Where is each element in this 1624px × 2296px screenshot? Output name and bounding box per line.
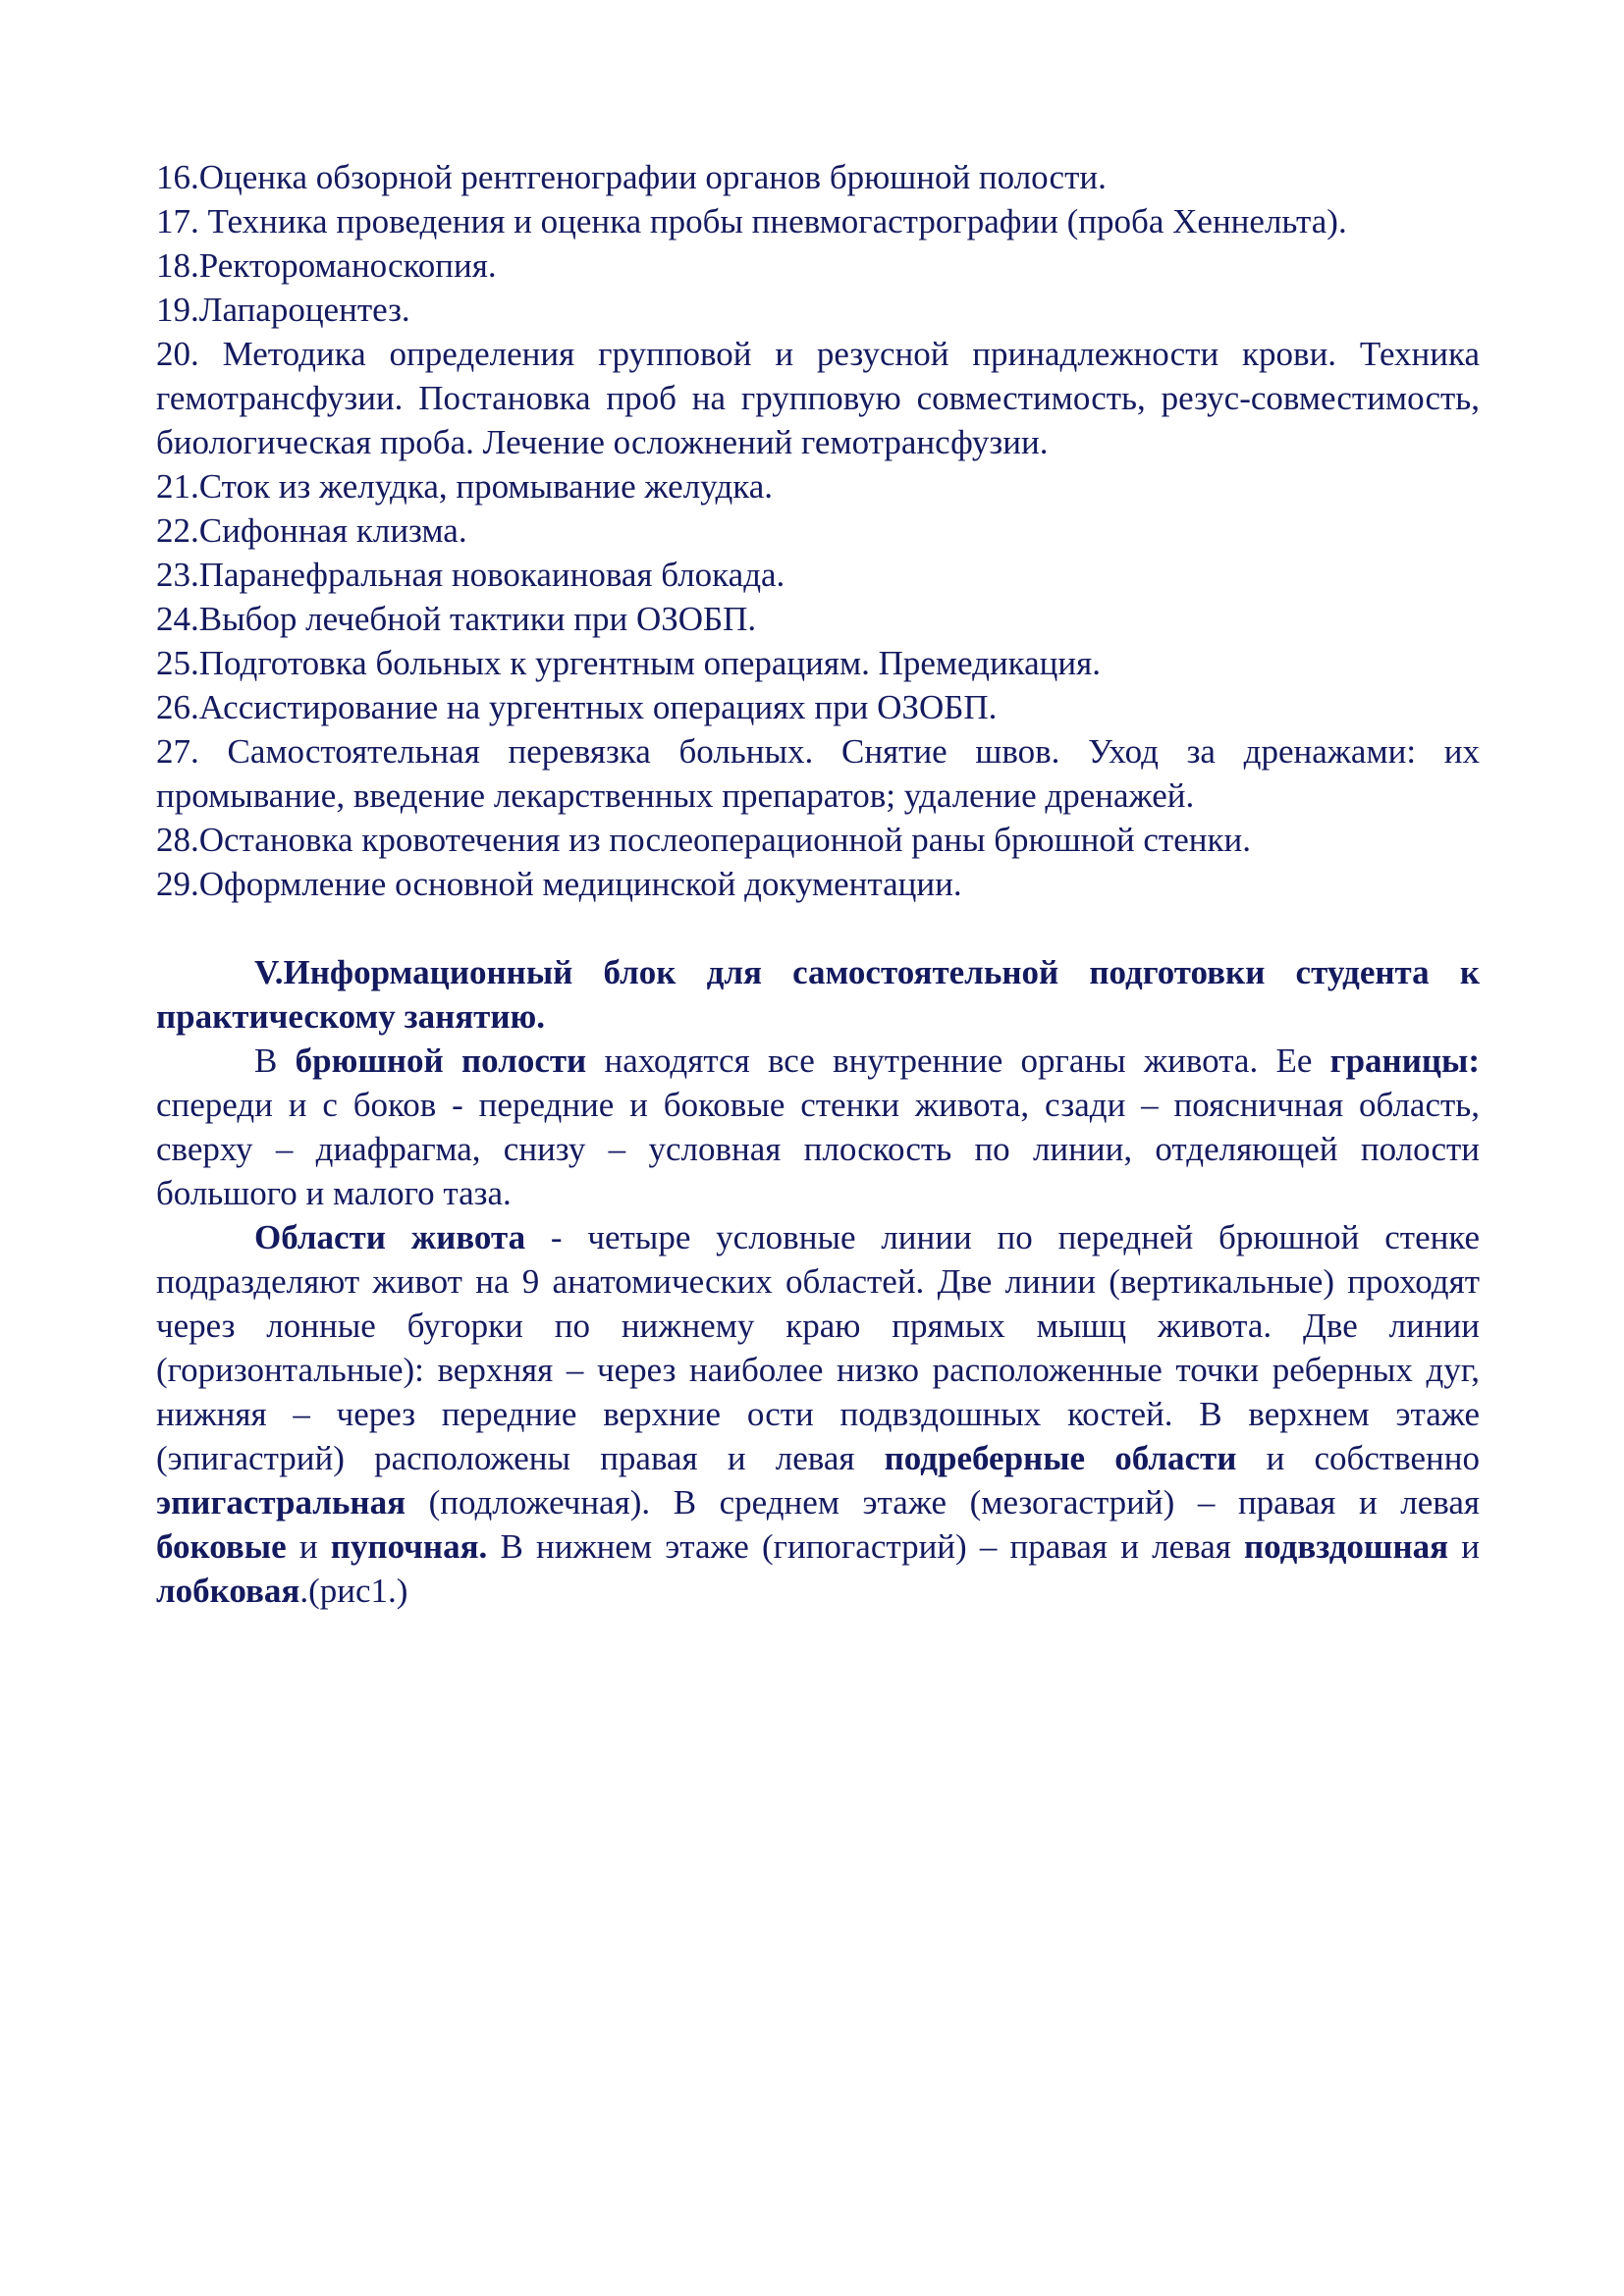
- bold-term: Области живота: [254, 1218, 526, 1256]
- list-item-number: 20.: [156, 335, 199, 373]
- skills-list: [156, 155, 1480, 906]
- list-item: [156, 729, 1480, 818]
- list-item-text: Паранефральная новокаиновая блокада.: [198, 556, 785, 594]
- list-item-text: Оформление основной медицинской документации.: [198, 865, 962, 903]
- text-run: (подложечная). В среднем этаже (мезогастрий) – правая и левая: [406, 1483, 1480, 1522]
- list-item-number: 25.: [156, 644, 199, 682]
- list-item: [156, 862, 1480, 906]
- list-item-text: Методика определения групповой и резусной принадлежности крови. Техника гемотрансфузии. Постановка проб на групповую совместимость, резус-совместимость, биологическая проба. Лечение осложнений гемотрансфузии.: [156, 335, 1481, 461]
- list-item: [156, 818, 1480, 862]
- list-item-text: Ректороманоскопия.: [198, 246, 497, 285]
- list-item-text: Подготовка больных к ургентным операциям. Премедикация.: [198, 644, 1101, 682]
- list-item: [156, 243, 1480, 288]
- list-item: [156, 508, 1480, 553]
- bold-term: границы:: [1329, 1041, 1481, 1080]
- list-item-text: Выбор лечебной тактики при ОЗОБП.: [198, 600, 757, 638]
- information-block-section: [156, 950, 1480, 1613]
- list-item: [156, 332, 1480, 464]
- list-item-number: 17.: [156, 202, 199, 240]
- bold-term: пупочная.: [330, 1527, 488, 1566]
- list-item-text: Оценка обзорной рентгенографии органов брюшной полости.: [198, 158, 1107, 196]
- list-item-text: Сток из желудка, промывание желудка.: [198, 467, 774, 506]
- list-item-number: 16.: [156, 158, 199, 196]
- bold-term: подвздошная: [1244, 1527, 1449, 1566]
- text-run: спереди и с боков - передние и боковые стенки живота, сзади – поясничная область, сверху – диафрагма, снизу – условная плоскость по линии, отделяющей полости большого и малого таза.: [156, 1086, 1480, 1212]
- text-run: В нижнем этаже (гипогастрий) – правая и левая: [487, 1527, 1245, 1566]
- list-item-text: Лапароцентез.: [198, 291, 410, 329]
- text-run: находятся все внутренние органы живота. Ее: [586, 1041, 1330, 1080]
- list-item-number: 19.: [156, 291, 199, 329]
- list-item-number: 26.: [156, 688, 199, 726]
- list-item: [156, 597, 1480, 641]
- list-item: [156, 641, 1480, 685]
- bold-term: эпигастральная: [156, 1483, 406, 1522]
- list-item: [156, 553, 1480, 597]
- bold-term: боковые: [156, 1527, 287, 1566]
- list-item-text: Самостоятельная перевязка больных. Снятие швов. Уход за дренажами: их промывание, введение лекарственных препаратов; удаление дренажей.: [156, 732, 1481, 815]
- paragraph-abdominal-cavity: [156, 1039, 1480, 1215]
- text-run: .(рис1.): [299, 1572, 408, 1610]
- list-item: [156, 288, 1480, 332]
- bold-term: лобковая: [156, 1572, 300, 1610]
- list-item-text: Техника проведения и оценка пробы пневмогастрографии (проба Хеннельта).: [207, 202, 1347, 240]
- list-item-number: 27.: [156, 732, 199, 771]
- list-item-text: Остановка кровотечения из послеоперационной раны брюшной стенки.: [198, 821, 1251, 859]
- document-page: [156, 155, 1480, 1613]
- list-item-number: 18.: [156, 246, 199, 285]
- section-heading: V.Информационный блок для самостоятельной подготовки студента к практическому занятию.: [156, 953, 1480, 1036]
- text-run: - четыре условные линии по передней брюшной стенке подразделяют живот на 9 анатомических областей. Две линии (вертикальные) проходят через лонные бугорки по нижнему краю прямых мышц живота. Две линии (горизонтальные): верхняя – через наиболее низко расположенные точки реберных дуг, нижняя – через передние верхние ости подвздошных костей. В верхнем этаже (эпигастрий) расположены правая и левая: [156, 1218, 1480, 1477]
- list-item-number: 29.: [156, 865, 199, 903]
- list-item-number: 24.: [156, 600, 199, 638]
- list-item: [156, 685, 1480, 729]
- list-item: [156, 155, 1480, 199]
- list-item-text: Сифонная клизма.: [198, 511, 467, 550]
- list-item-number: 23.: [156, 556, 199, 594]
- list-item: [156, 199, 1480, 243]
- text-run: В: [254, 1041, 296, 1080]
- bold-term: брюшной полости: [295, 1041, 587, 1080]
- paragraph-abdominal-regions: [156, 1215, 1480, 1613]
- list-item-text: Ассистирование на ургентных операциях при ОЗОБП.: [198, 688, 998, 726]
- list-item-number: 28.: [156, 821, 199, 859]
- text-run: и: [1448, 1527, 1480, 1566]
- text-run: и собственно: [1236, 1439, 1481, 1477]
- bold-term: подреберные области: [884, 1439, 1237, 1477]
- list-item-number: 21.: [156, 467, 199, 506]
- list-item-number: 22.: [156, 511, 199, 550]
- text-run: и: [286, 1527, 331, 1566]
- list-item: [156, 464, 1480, 508]
